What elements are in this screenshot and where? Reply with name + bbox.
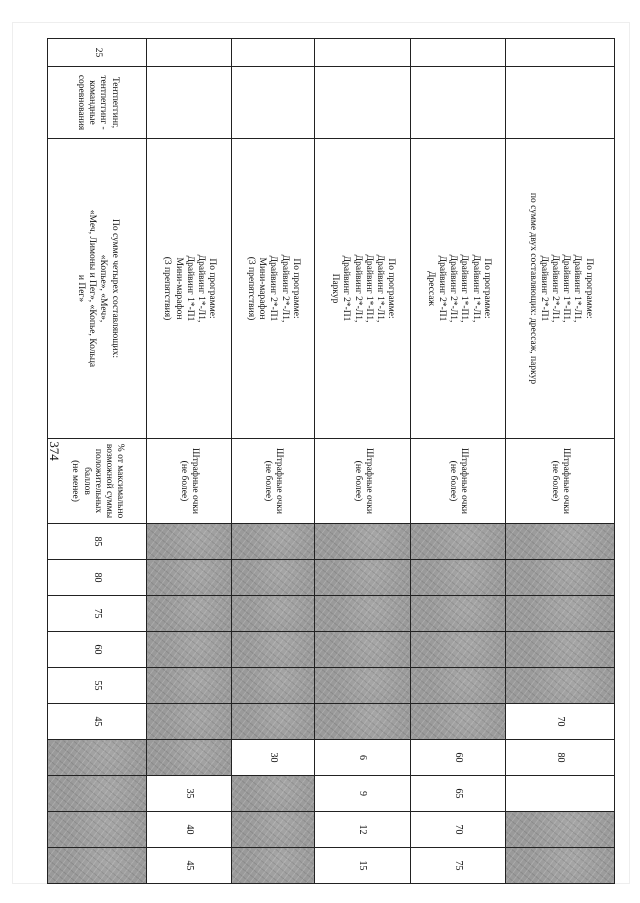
cell-number <box>505 39 614 67</box>
cell-value <box>232 524 314 560</box>
table-row <box>147 39 232 884</box>
cell-criterion <box>411 439 506 524</box>
table-row <box>505 39 614 884</box>
cell-value <box>232 776 314 812</box>
cell-value <box>505 812 614 848</box>
cell-discipline <box>48 67 147 139</box>
cell-line: По программе: <box>386 258 397 319</box>
cell-value <box>147 524 232 560</box>
cell-value <box>314 704 411 740</box>
cell-value <box>147 740 232 776</box>
cell-program <box>411 139 506 439</box>
cell-line: Дрессаж <box>425 270 436 306</box>
cell-line: Драйвинг 2*-П1 <box>268 255 279 322</box>
cell-value <box>505 848 614 884</box>
cell-value <box>232 632 314 668</box>
cell-line: Мини-марафон <box>173 257 184 320</box>
cell-value <box>505 632 614 668</box>
table-row <box>48 39 147 884</box>
cell-program <box>505 139 614 439</box>
cell-value <box>411 560 506 596</box>
cell-value <box>232 560 314 596</box>
cell-value <box>314 632 411 668</box>
cell-value <box>314 668 411 704</box>
cell-value: 80 <box>505 740 614 776</box>
cell-line: Драйвинг 1*-Л1, <box>374 254 385 323</box>
cell-line: по сумме двух составляющих: дрессаж, паркур <box>527 192 538 385</box>
cell-line: (не более) <box>352 460 363 502</box>
cell-discipline <box>314 67 411 139</box>
cell-criterion <box>147 439 232 524</box>
cell-value <box>314 560 411 596</box>
cell-value: 55 <box>48 668 147 704</box>
cell-criterion <box>48 439 147 524</box>
cell-value <box>232 704 314 740</box>
cell-value <box>232 596 314 632</box>
cell-line: Драйвинг 1*-П1, <box>363 254 374 323</box>
cell-criterion <box>505 439 614 524</box>
cell-line: Драйвинг 2*-Л1, <box>448 254 459 323</box>
cell-criterion <box>232 439 314 524</box>
rotated-table-container <box>47 38 615 871</box>
cell-line: Драйвинг 1*-Л1, <box>196 254 207 323</box>
cell-number: 25 <box>48 39 147 67</box>
cell-line: Паркур <box>330 273 341 304</box>
cell-line: По программе: <box>583 258 594 319</box>
cell-number <box>232 39 314 67</box>
page-number: 374 <box>46 441 62 461</box>
cell-line: По сумме четырех составляющих: <box>109 218 120 359</box>
cell-value: 9 <box>314 776 411 812</box>
cell-value: 75 <box>48 596 147 632</box>
cell-value: 60 <box>411 740 506 776</box>
cell-line: Драйвинг 1*-П1, <box>459 254 470 323</box>
cell-number <box>147 39 232 67</box>
cell-value: 35 <box>147 776 232 812</box>
cell-value: 80 <box>48 560 147 596</box>
table-row <box>411 39 506 884</box>
cell-line: (не менее) <box>70 460 81 502</box>
cell-line: Драйвинг 2*-Л1, <box>279 254 290 323</box>
cell-program <box>232 139 314 439</box>
cell-line: Драйвинг 2*-П1 <box>538 255 549 322</box>
cell-line: По программе: <box>290 258 301 319</box>
cell-line: Драйвинг 1*-Л1, <box>470 254 481 323</box>
cell-line: Драйвинг 2*-Л1, <box>549 254 560 323</box>
cell-value <box>505 776 614 812</box>
cell-value: 70 <box>505 704 614 740</box>
cell-value <box>147 632 232 668</box>
cell-line: (не более) <box>179 460 190 502</box>
cell-value: 6 <box>314 740 411 776</box>
table-body <box>48 39 615 884</box>
cell-line: (3 препятствия) <box>246 256 257 321</box>
cell-value <box>232 668 314 704</box>
cell-value <box>505 524 614 560</box>
cell-line: Штрафные очки <box>363 447 374 514</box>
cell-line: «Копье», «Меч», <box>98 254 109 323</box>
cell-line: Драйвинг 1*-П1 <box>184 255 195 322</box>
cell-line: По программе: <box>207 258 218 319</box>
cell-value <box>411 668 506 704</box>
cell-program <box>314 139 411 439</box>
cell-value <box>411 524 506 560</box>
cell-discipline <box>411 67 506 139</box>
cell-value: 70 <box>411 812 506 848</box>
cell-value <box>147 668 232 704</box>
cell-discipline <box>147 67 232 139</box>
cell-value <box>48 740 147 776</box>
cell-value <box>147 560 232 596</box>
cell-value <box>232 812 314 848</box>
cell-line: (не более) <box>448 460 459 502</box>
cell-value <box>411 704 506 740</box>
table-row <box>232 39 314 884</box>
cell-program <box>48 139 147 439</box>
cell-number <box>411 39 506 67</box>
cell-value <box>232 848 314 884</box>
cell-value: 60 <box>48 632 147 668</box>
cell-value <box>147 596 232 632</box>
cell-line: Драйвинг 1*-Л1, <box>572 254 583 323</box>
cell-value: 15 <box>314 848 411 884</box>
cell-line: Штрафные очки <box>459 447 470 514</box>
standards-table <box>47 38 615 884</box>
table-row <box>314 39 411 884</box>
cell-value <box>505 560 614 596</box>
cell-value <box>411 632 506 668</box>
cell-line: Драйвинг 2*-Л1, <box>352 254 363 323</box>
cell-line: Тентпеггинг, <box>109 76 120 129</box>
cell-line: (3 препятствия) <box>162 256 173 321</box>
cell-line: % от максимально <box>115 443 126 519</box>
cell-line: положительных <box>92 448 103 514</box>
cell-value: 30 <box>232 740 314 776</box>
cell-line: баллов <box>81 467 92 495</box>
cell-criterion <box>314 439 411 524</box>
cell-value <box>48 812 147 848</box>
cell-value <box>314 596 411 632</box>
cell-value <box>505 668 614 704</box>
cell-line: (не более) <box>262 460 273 502</box>
cell-value: 45 <box>147 848 232 884</box>
cell-line: соревнования <box>75 74 86 131</box>
cell-value: 45 <box>48 704 147 740</box>
cell-value <box>48 848 147 884</box>
cell-value <box>48 776 147 812</box>
cell-line: «Меч, Лимоны и Пег», «Копье, Кольца <box>87 209 98 368</box>
cell-discipline <box>505 67 614 139</box>
cell-line: Драйвинг 1*-П1, <box>561 254 572 323</box>
cell-value: 65 <box>411 776 506 812</box>
cell-value: 85 <box>48 524 147 560</box>
cell-line: По программе: <box>481 258 492 319</box>
cell-value <box>505 596 614 632</box>
cell-line: (не более) <box>549 460 560 502</box>
cell-line: Драйвинг 2*-П1 <box>437 255 448 322</box>
cell-value: 12 <box>314 812 411 848</box>
cell-value: 75 <box>411 848 506 884</box>
cell-discipline <box>232 67 314 139</box>
cell-value <box>147 704 232 740</box>
cell-line: и Пег» <box>75 274 86 303</box>
cell-value: 40 <box>147 812 232 848</box>
cell-line: Штрафные очки <box>190 447 201 514</box>
cell-value <box>314 524 411 560</box>
cell-line: командные <box>87 80 98 125</box>
cell-line: Штрафные очки <box>274 447 285 514</box>
cell-number <box>314 39 411 67</box>
cell-line: Штрафные очки <box>561 447 572 514</box>
cell-line: тентпеггинг - <box>98 75 109 130</box>
cell-line: Мини-марафон <box>257 257 268 320</box>
cell-program <box>147 139 232 439</box>
cell-line: возможной суммы <box>104 443 114 519</box>
cell-value <box>411 596 506 632</box>
cell-line: Драйвинг 2*-П1 <box>341 255 352 322</box>
